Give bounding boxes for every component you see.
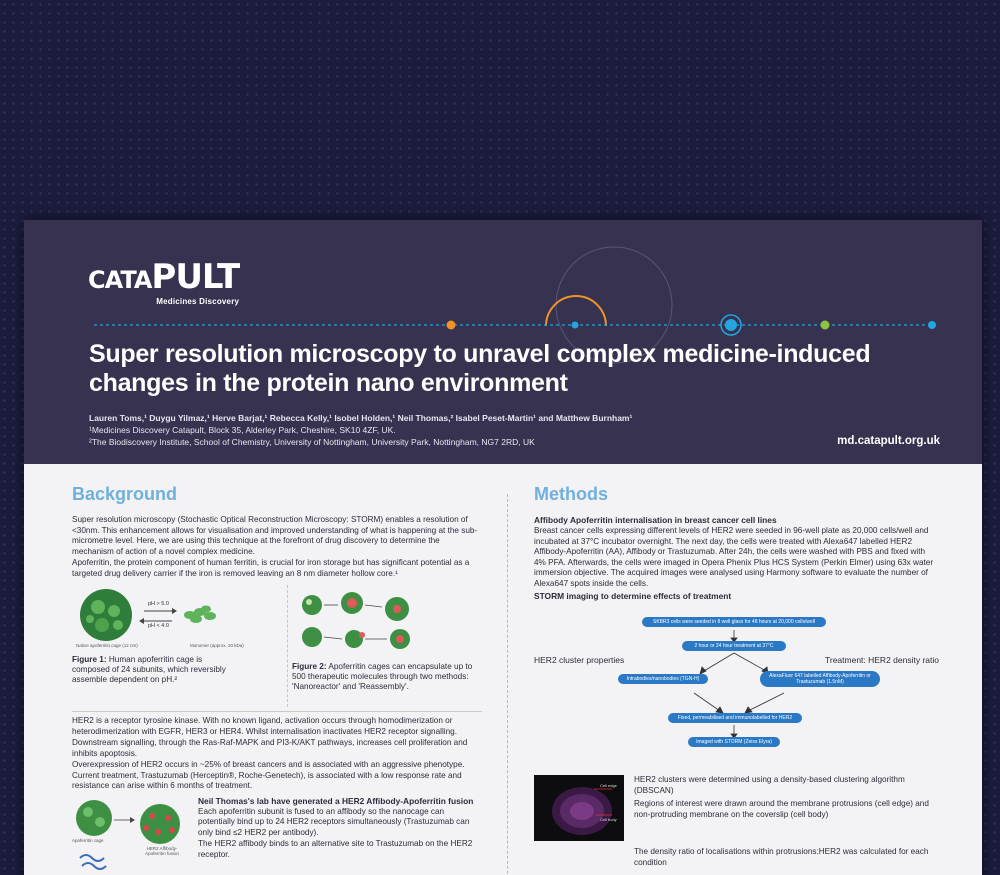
dbscan-result [534,775,939,841]
decor-arc-orange [546,296,606,326]
fusion-cage [140,804,180,844]
logo-wordmark [88,257,240,297]
timeline-dot-green [821,321,830,330]
authors-block [89,412,632,448]
methods-heading: Methods [534,484,608,504]
fig1-ph-low: pH < 4.0 [148,623,169,629]
fig1-ph-high: pH > 5.0 [148,601,169,607]
flow-step-treatment: 2 hour or 24 hour treatment at 37°C [682,641,786,651]
figure-1-caption [72,655,237,685]
background-paragraph-1: Super resolution microscopy (Stochastic Optical Reconstruction Microscopy: STORM) enables a resolution of <30nm. This enhancement allows for visualisation and improved understanding of what is happening at the sub-micrometre level. Here, we are using this technique at the forefront of drug discovery to determine the mechanism of action of a novel complex medicine. [72,515,478,556]
timeline-dot-cyan-small [572,322,579,329]
timeline-dot-orange [447,321,456,330]
figure-2-caption-text: Apoferritin cages can encapsulate up to 500 therapeutic molecules through two methods: 'Nanoreactor' and 'Reassembly'. [292,662,473,691]
cage-top-right [385,597,409,621]
result-paragraph-2: Regions of interest were drawn around the membrane protrusions (cell edge) and non-protruding membrane on the coverslip (cell body) [634,799,929,819]
methods-column [534,484,939,868]
figure-1-caption-label: Figure 1: [72,655,107,664]
cage-bottom-mid [345,630,365,648]
fusion-label-fusion: HER2 Affibody-Apoferritin fusion [145,845,179,856]
column-divider [507,494,508,875]
background-heading: Background [72,484,178,504]
poster-header [24,220,982,464]
background-column [72,484,482,875]
background-paragraph-3: HER2 is a receptor tyrosine kinase. With no known ligand, activation occurs through homodimerization or heterodimerization with EGFR, HER3 or HER4. Whilst internalisation inactivates HER2 receptor signalling. [72,716,457,736]
flow-label-density: Treatment: HER2 density ratio [824,655,939,665]
fusion-text [198,796,483,861]
figure-2-caption-label: Figure 2: [292,662,327,671]
fusion-heading: Neil Thomas's lab have generated a HER2 Affibody-Apoferritin fusion [198,795,474,806]
flow-step-alexa: AlexaFluor 647 labelled Affibody-Apoferritin or Trastuzumab (1.5nM) [760,671,880,687]
cage-bottom-left [302,627,322,647]
figure-1-caption-text: Human apoferritin cage is composed of 24 subunits, which reversibly assemble dependent on pH.² [72,655,226,684]
flow-step-seed: SKBR3 cells were seeded in 8 well glass for 48 hours at 20,000 cells/well [642,617,826,627]
figure-1 [72,585,272,707]
storm-flowchart [534,607,939,767]
apoferritin-cage [80,589,132,641]
poster [24,220,982,875]
catapult-logo[interactable] [88,257,240,306]
flow-step-imaged: Imaged with STORM (Zeiss Elyra) [688,737,780,747]
methods-paragraph-1: Breast cancer cells expressing different levels of HER2 were seeded in 96-well plate as 20,000 cells/well and incubated at 37°C incubator overnight. The next day, the cells were treated with Alexa647 labelled HER2 Affibody-Apoferritin (AA), Affibody or Trastuzumab. After 24h, the cells were washed with PBS and fixed with 4% PFA. Afterwards, the cells were imaged in Opera Phenix Plus HCS System (Perkin Elmer) using 63x water immersion objective. The acquired images were analysed using Harmony software to evaluate the number of Alexa647 spots inside the cells. [534,526,934,588]
micro-label-edge: Cell edge [600,783,617,788]
micro-label-body: Cell body [600,817,617,822]
affiliation-2: ²The Biodiscovery Institute, School of Chemistry, University of Nottingham, University Park, Nottingham, NG7 2RD, UK [89,437,535,447]
background-paragraph-5: Overexpression of HER2 occurs in ~25% of breast cancers and is associated with an aggressive phenotype. Current treatment, Trastuzumab (Herceptin®, Roche-Genetech), is associated with a low response rate and resistance can arise within 6 months of treatment. [72,760,465,790]
timeline-dot-cyan-end [928,321,936,329]
affibody-helix [80,855,106,869]
storm-micrograph [534,775,624,841]
cage-bottom-right [390,629,410,649]
fig1-label-native: Native apoferritin cage (12 nm) [76,643,138,648]
background-paragraph-4: Downstream signalling, through the Ras-Raf-MAPK and PI3-K/AKT pathways, increases cell proliferation and inhibits apoptosis. [72,738,468,758]
result-paragraph-3: The density ratio of localisations within protrusions:HER2 was calculated for each condition [634,847,929,867]
figure-row [72,585,482,707]
fig1-label-monomer: Monomer (approx. 20 kDa) [190,643,244,648]
author-names: Lauren Toms,¹ Duygu Yilmaz,¹ Herve Barjat,¹ Rebecca Kelly,¹ Isobel Holden,¹ Neil Thomas,² Isabel Peset-Martin¹ and Matthew Burnham¹ [89,413,633,423]
flow-step-fixed: Fixed, permeabilised and immunolabelled for HER2 [668,713,802,723]
flow-label-cluster: HER2 cluster properties [534,655,625,665]
result-paragraph-1: HER2 clusters were determined using a density-based clustering algorithm (DBSCAN) [634,775,905,795]
monomer-cluster [184,606,216,624]
poster-body [24,464,982,875]
apoferritin-assembly-diagram [72,585,272,647]
website-link[interactable]: md.catapult.org.uk [837,435,940,447]
poster-title: Super resolution microscopy to unravel complex medicine-induced changes in the protein nano environment [89,340,871,397]
logo-word-a: CATA [88,266,152,294]
flow-step-intrabodies: Intrabodies/nanobodies (TGN-H) [618,674,708,684]
affiliation-1: ¹Medicines Discovery Catapult, Block 35, Alderley Park, Cheshire, SK10 4ZF, UK. [89,425,396,435]
fusion-paragraph-1: Each apoferritin subunit is fused to an affibody so the nanocage can potentially bind up to 24 HER2 receptors simultaneously (Trastuzumab can only bind ≤2 HER2 per antibody). [198,806,470,837]
her2-section [72,711,482,792]
figure-2-caption [292,662,482,692]
dbscan-text [634,775,939,820]
methods-subheading-2: STORM imaging to determine effects of treatment [534,591,732,601]
fusion-label-cage: Apoferritin cage [72,837,104,843]
background-paragraph-2: Apoferritin, the protein component of human ferritin, is crucial for iron storage but has significant potential as a targeted drug delivery carrier if the iron is removed leaving an 8 nm diameter hollow core.¹ [72,558,470,578]
logo-word-b: PULT [151,257,240,297]
fusion-paragraph-2: The HER2 affibody binds to an alternative site to Trastuzumab on the HER2 receptor. [198,839,473,859]
figure-2 [287,585,482,707]
apoferritin-cage-small [76,800,112,836]
logo-subtitle: Medicines Discovery [156,297,240,306]
cage-top-left [302,595,322,615]
fusion-figure [72,796,190,875]
cage-top-mid [341,592,363,614]
fusion-section [72,796,482,875]
methods-subheading-1: Affibody Apoferritin internalisation in breast cancer cell lines [534,515,777,525]
fusion-diagram [72,796,190,875]
timeline-dot-cyan-large [725,319,737,331]
encapsulation-diagram [292,585,482,655]
